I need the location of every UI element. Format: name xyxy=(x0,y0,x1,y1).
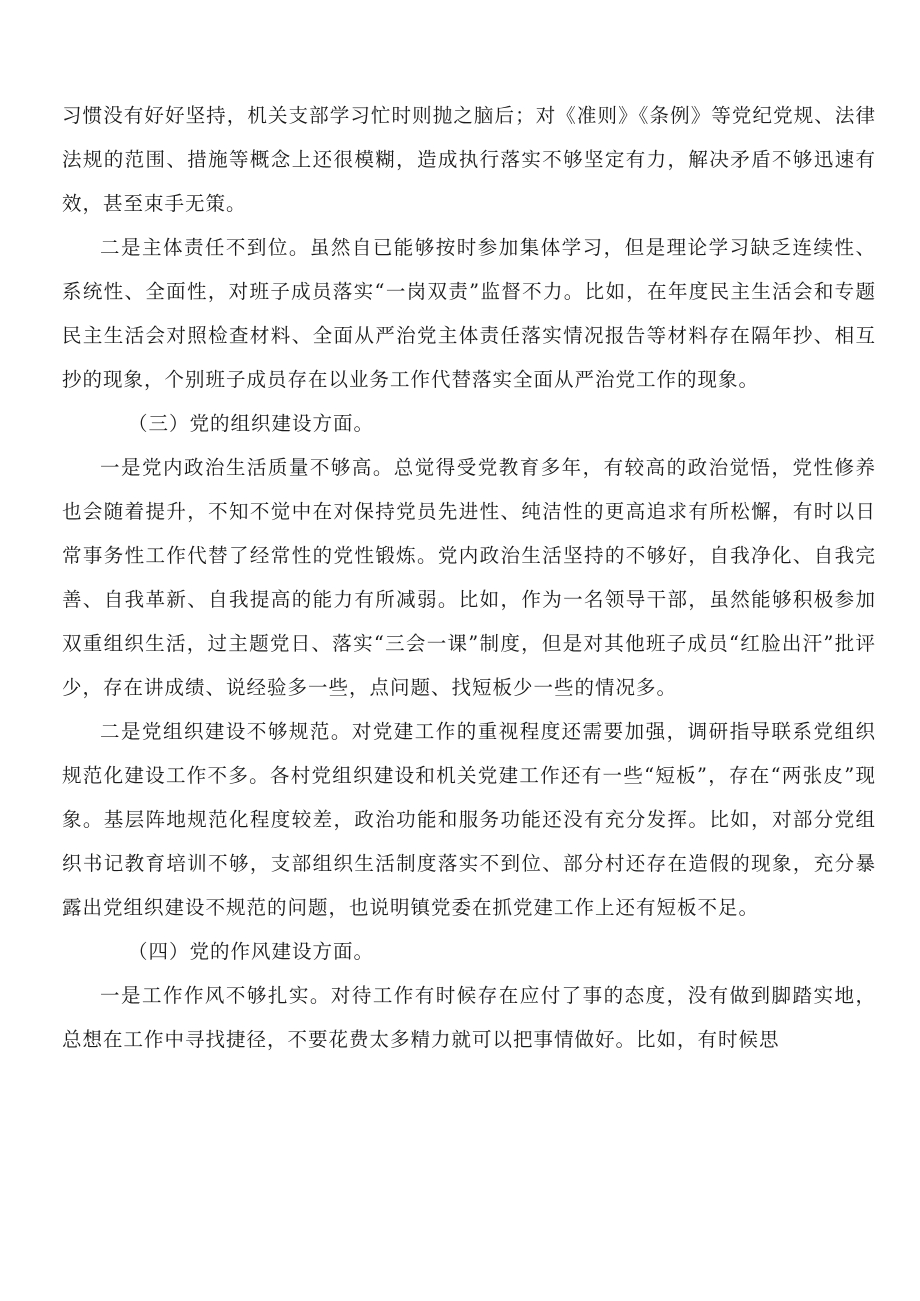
paragraph-organization-standards: 二是党组织建设不够规范。对党建工作的重视程度还需要加强，调研指导联系党组织规范化建设工作不多。各村党组织建设和机关党建工作还有一些“短板”，存在“两张皮”现象。基层阵地规范化程度较差，政治功能和服务功能还没有充分发挥。比如，对部分党组织书记教育培训不够，支部组织生活制度落实不到位、部分村还存在造假的现象，充分暴露出党组织建设不规范的问题，也说明镇党委在抓党建工作上还有短板不足。 xyxy=(62,720,876,919)
section-heading-work-style: （四）党的作风建设方面。 xyxy=(128,940,375,963)
section-heading-organization: （三）党的组织建设方面。 xyxy=(128,412,375,435)
document-page xyxy=(62,94,876,1062)
paragraph-subject-responsibility: 二是主体责任不到位。虽然自已能够按时参加集体学习，但是理论学习缺乏连续性、系统性、全面性，对班子成员落实“一岗双责”监督不力。比如，在年度民主生活会和专题民主生活会对照检查材料、全面从严治党主体责任落实情况报告等材料存在隔年抄、相互抄的现象，个别班子成员存在以业务工作代替落实全面从严治党工作的现象。 xyxy=(62,236,876,391)
paragraph-continuation: 习惯没有好好坚持，机关支部学习忙时则抛之脑后；对《准则》《条例》等党纪党规、法律法规的范围、措施等概念上还很模糊，造成执行落实不够坚定有力，解决矛盾不够迅速有效，甚至束手无策。 xyxy=(62,104,876,215)
paragraph-work-style: 一是工作作风不够扎实。对待工作有时候存在应付了事的态度，没有做到脚踏实地，总想在工作中寻找捷径，不要花费太多精力就可以把事情做好。比如，有时候思 xyxy=(62,984,876,1051)
paragraph-political-life: 一是党内政治生活质量不够高。总觉得受党教育多年，有较高的政治觉悟，党性修养也会随着提升，不知不觉中在对保持党员先进性、纯洁性的更高追求有所松懈，有时以日常事务性工作代替了经常性的党性锻炼。党内政治生活坚持的不够好，自我净化、自我完善、自我革新、自我提高的能力有所减弱。比如，作为一名领导干部，虽然能够积极参加双重组织生活，过主题党日、落实“三会一课”制度，但是对其他班子成员“红脸出汗”批评少，存在讲成绩、说经验多一些，点问题、找短板少一些的情况多。 xyxy=(62,456,876,699)
